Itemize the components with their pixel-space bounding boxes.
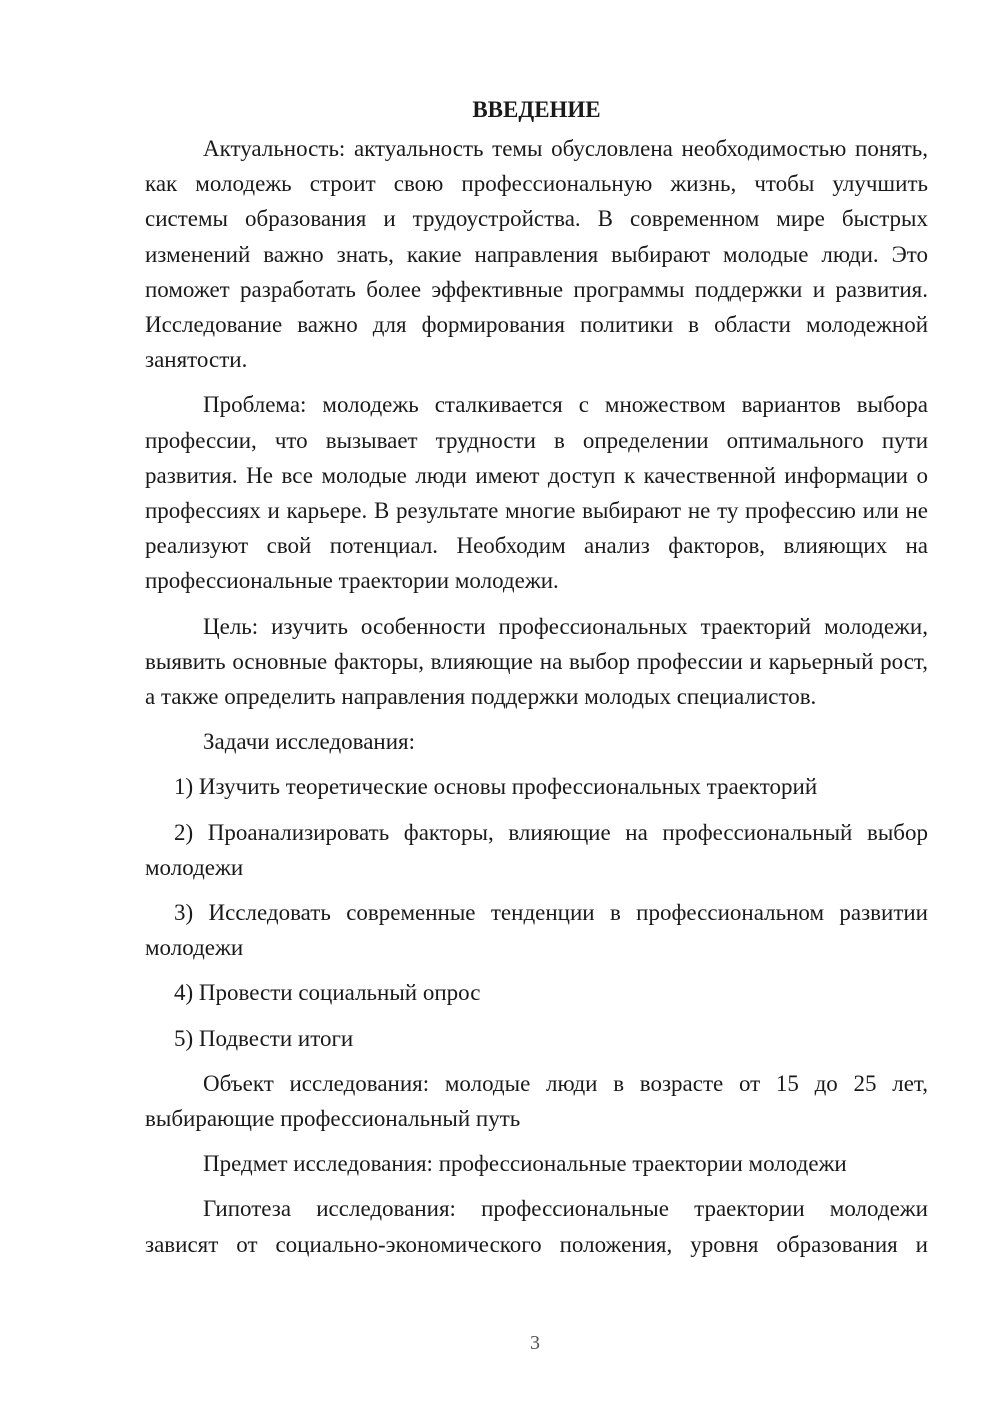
tasks-heading: Задачи исследования:	[203, 729, 416, 755]
task-item-2: 2) Проанализировать факторы, влияющие на профессиональный выбор молодежи	[145, 819, 928, 880]
goal-paragraph: Цель: изучить особенности профессиональных траекторий молодежи, выявить основные факторы, влияющие на выбор профессии и карьерный рост, а также определить направления поддержки молодых специалистов.	[145, 613, 928, 710]
document-page	[145, 92, 928, 1272]
task-item-3: 3) Исследовать современные тенденции в профессиональном развитии молодежи	[145, 900, 928, 961]
task-item-1: 1) Изучить теоретические основы профессиональных траекторий	[174, 774, 818, 800]
task-item-4: 4) Провести социальный опрос	[174, 980, 481, 1006]
hypothesis-paragraph: Гипотеза исследования: профессиональные траектории молодежи зависят от социально-экономического положения, уровня образования и	[145, 1196, 928, 1257]
task-item-5: 5) Подвести итоги	[174, 1025, 354, 1051]
problem-paragraph: Проблема: молодежь сталкивается с множеством вариантов выбора профессии, что вызывает трудности в определении оптимального пути развития. Не все молодые люди имеют доступ к качественной информации о профессиях и карьере. В результате многие выбирают не ту профессию или не реализуют свой потенциал. Необходим анализ факторов, влияющих на профессиональные траектории молодежи.	[145, 392, 928, 594]
object-paragraph: Объект исследования: молодые люди в возрасте от 15 до 25 лет, выбирающие профессиональный путь	[145, 1070, 928, 1132]
relevance-paragraph: Актуальность: актуальность темы обусловлена необходимостью понять, как молодежь строит свою профессиональную жизнь, чтобы улучшить системы образования и трудоустройства. В современном мире быстрых изменений важно знать, какие направления выбирают молодые люди. Это поможет разработать более эффективные программы поддержки и развития. Исследование важно для формирования политики в области молодежной занятости.	[145, 136, 928, 373]
subject-paragraph: Предмет исследования: профессиональные траектории молодежи	[203, 1151, 847, 1177]
page-number: 3	[530, 1332, 540, 1354]
page-title: ВВЕДЕНИЕ	[472, 97, 601, 122]
